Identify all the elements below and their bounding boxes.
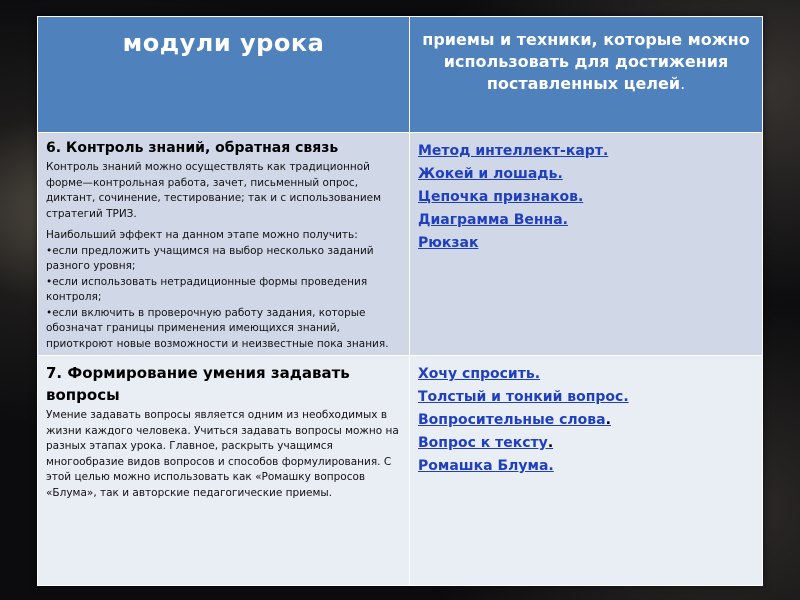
header-techniques [410,17,763,133]
technique-link-feature-chain[interactable]: Цепочка признаков. [418,189,584,205]
table-row [38,133,763,356]
header-modules-label: модули урока [122,29,325,57]
technique-link-mind-map[interactable]: Метод интеллект-карт. [418,143,609,159]
techniques-cell [410,133,763,356]
header-techniques-label: приемы и техники, которые можно использовать для достижения поставленных целей [422,30,750,93]
technique-link-jockey-horse[interactable]: Жокей и лошадь. [418,166,563,182]
table-row [38,356,763,586]
module-paragraph: Контроль знаний можно осуществлять как традиционной форме—контрольная работа, зачет, письменный опрос, диктант, сочинение, тестирование; так и с использованием стратегий ТРИЗ. [46,161,382,220]
module-bullet: •если включить в проверочную работу задания, которые обозначат границы применения имеющихся знаний, приоткроют новые возможности и неизвестные пока знания. [46,306,389,350]
module-cell [38,356,410,586]
module-bullet: •если использовать нетрадиционные формы проведения контроля; [46,275,368,303]
lesson-modules-table [37,16,763,586]
technique-link-venn-diagram[interactable]: Диаграмма Венна. [418,212,568,228]
technique-link-bloom-daisy[interactable]: Ромашка Блума. [418,458,554,474]
header-techniques-period: . [680,74,686,93]
module-cell [38,133,410,356]
techniques-cell [410,356,763,586]
module-bullet: •если предложить учащимся на выбор несколько заданий разного уровня; [46,244,374,272]
technique-link-want-to-ask[interactable]: Хочу спросить. [418,366,541,382]
header-modules [38,17,410,133]
module-paragraph: Наибольший эффект на данном этапе можно получить: [46,229,358,241]
technique-link-backpack[interactable]: Рюкзак [418,235,479,251]
technique-link-question-words[interactable]: Вопросительные слова. [418,412,611,428]
module-title: 7. Формирование умения задавать вопросы [46,364,350,404]
table-header-row [38,17,763,133]
technique-link-thick-thin-question[interactable]: Толстый и тонкий вопрос. [418,389,629,405]
technique-link-question-to-text[interactable]: Вопрос к тексту. [418,435,554,451]
module-title: 6. Контроль знаний, обратная связь [46,140,339,156]
module-paragraph: Умение задавать вопросы является одним из необходимых в жизни каждого человека. Учиться задавать вопросы можно на разных этапах урока. Главное, раскрыть учащимся многообразие видов вопросов и способов формулирования. С этой целью можно использовать как «Ромашку вопросов «Блума», так и авторские педагогические приемы. [46,409,399,499]
